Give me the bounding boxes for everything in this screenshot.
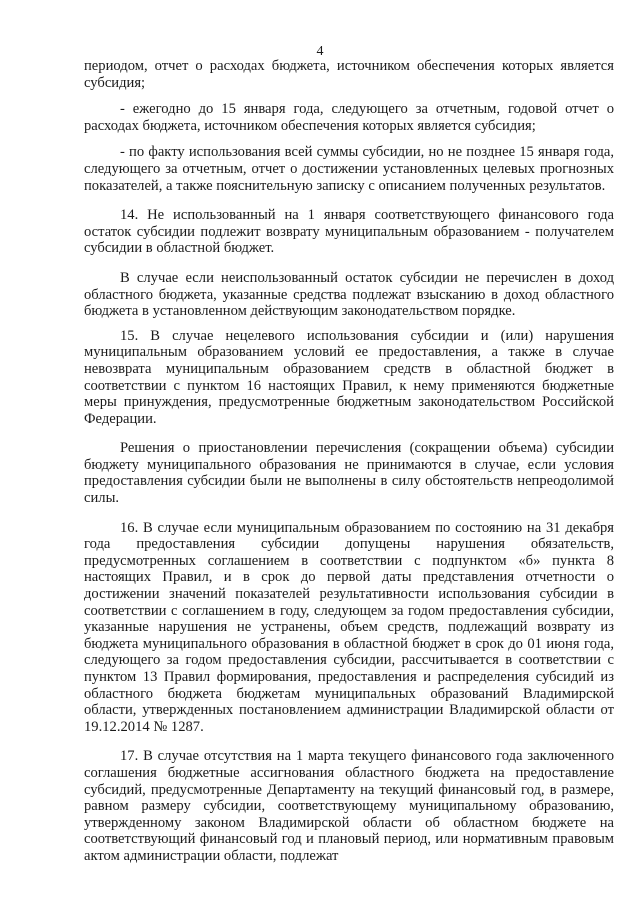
paragraph-final-report: - по факту использования всей суммы субсидии, но не позднее 15 января года, следующего за отчетным, отчет о достижении установленных целевых прогнозных показателей, а также пояснительную записку с описанием полученных результатов. [84,144,614,194]
paragraph-clause-15: 15. В случае нецелевого использования субсидии и (или) нарушения муниципальным образованием условий ее предоставления, а также в случае невозврата муниципальным образованием средств в областной бюджет в соответствии с пунктом 16 настоящих Правил, к нему применяются бюджетные меры принуждения, предусмотренные бюджетным законодательством Российской Федерации. [84,327,614,427]
document-body [84,58,614,865]
paragraph-annual-report: - ежегодно до 15 января года, следующего за отчетным, годовой отчет о расходах бюджета, источником обеспечения которых является субсидия; [84,101,614,134]
paragraph-recovery: В случае если неиспользованный остаток субсидии не перечислен в доход областного бюджета, указанные средства подлежат взысканию в доход областного бюджета в установленном действующим законодательством порядке. [84,269,614,320]
paragraph-clause-14: 14. Не использованный на 1 января соответствующего финансового года остаток субсидии подлежит возврату муниципальным образованием - получателем субсидии в областной бюджет. [84,207,614,257]
paragraph-continuation: периодом, отчет о расходах бюджета, источником обеспечения которых является субсидия; [84,58,614,91]
paragraph-clause-17: 17. В случае отсутствия на 1 марта текущего финансового года заключенного соглашения бюджетные ассигнования областного бюджета на предоставление субсидий, предусмотренные Департаменту на текущий финансовый год, в размере, равном размеру субсидии, соответствующему муниципальному образованию, утвержденному законом Владимирской области об областном бюджете на соответствующий финансовый год и плановый период, или нормативным правовым актом администрации области, подлежат [84,748,614,864]
paragraph-force-majeure: Решения о приостановлении перечисления (сокращении объема) субсидии бюджету муниципального образования не принимаются в случае, если условия предоставления субсидии были не выполнены в силу обстоятельств непреодолимой силы. [84,440,614,507]
page-number: 4 [316,44,324,59]
paragraph-clause-16: 16. В случае если муниципальным образованием по состоянию на 31 декабря года предоставления субсидии допущены нарушения обязательств, предусмотренных соглашением в соответствии с подпунктом «б» пункта 8 настоящих Правил, и в срок до первой даты представления отчетности о достижении значений показателей результативности использования субсидии в соответствии с соглашением в году, следующем за годом предоставления субсидии, указанные нарушения не устранены, объем средств, подлежащий возврату из бюджета муниципального образования в областной бюджет в срок до 01 июня года, следующего за годом предоставления субсидии, рассчитывается в соответствии с пунктом 13 Правил формирования, предоставления и распределения субсидий из областного бюджета бюджетам муниципальных образований Владимирской области, утвержденных постановлением администрации Владимирской области от 19.12.2014 № 1287. [84,519,614,735]
